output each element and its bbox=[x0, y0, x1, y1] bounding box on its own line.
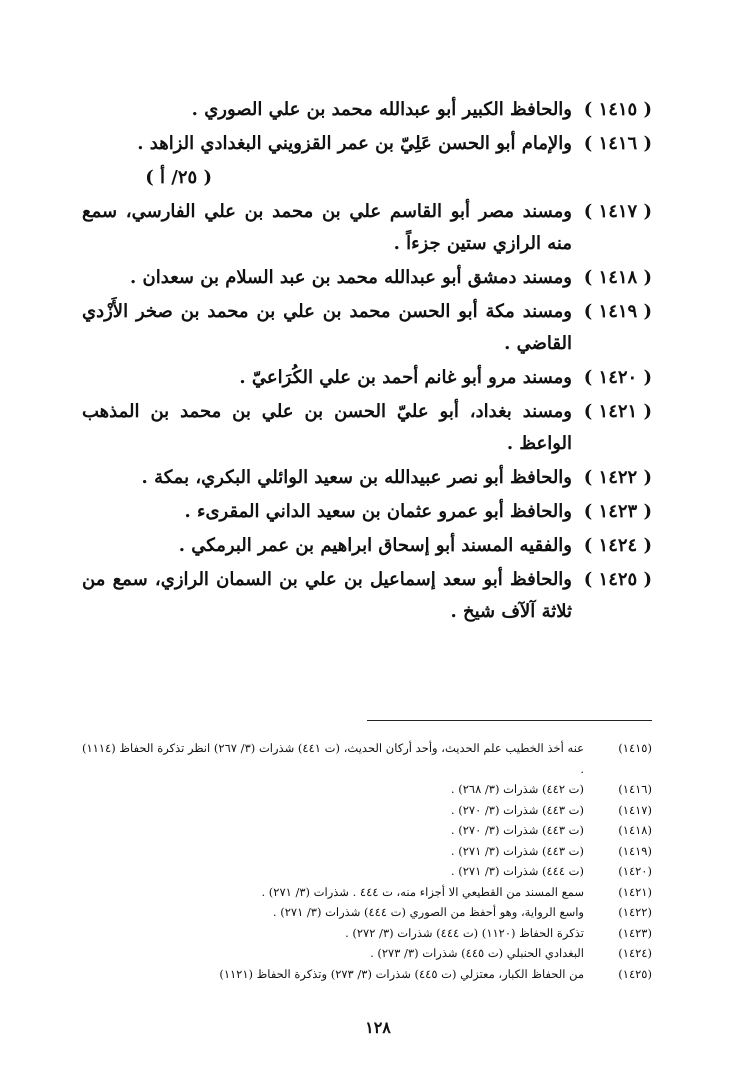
entry-text: والإمام أبو الحسن عَلِيّ بن عمر القزويني البغدادي الزاهد . bbox=[137, 133, 572, 154]
footnote-number: (١٤٢١) bbox=[618, 884, 652, 899]
entry-1423 bbox=[82, 496, 652, 528]
footnote-1420 bbox=[82, 861, 652, 882]
footnote-1422 bbox=[82, 902, 652, 923]
entry-1417 bbox=[82, 196, 652, 260]
entry-number: ( ١٤٢٥ ) bbox=[583, 569, 652, 590]
entry-number: ( ١٤١٦ ) bbox=[583, 133, 652, 154]
footnote-number: (١٤١٥) bbox=[618, 741, 652, 755]
entry-1425 bbox=[82, 564, 652, 628]
footnote-1419 bbox=[82, 841, 652, 862]
entry-text: ومسند دمشق أبو عبدالله محمد بن عبد السلام بن سعدان . bbox=[130, 267, 572, 288]
footnote-number: (١٤١٨) bbox=[618, 823, 652, 837]
footnote-1415 bbox=[82, 738, 652, 779]
entry-1422 bbox=[82, 462, 652, 494]
footnote-text: عنه أخذ الخطيب علم الحديث، وأحد أركان الحديث، (ت ٤٤١) شذرات (٣/ ٢٦٧) انظر تذكرة الحفاظ (١١١٤) . bbox=[82, 741, 585, 776]
entry-text: والحافظ أبو نصر عبيدالله بن سعيد الوائلي البكري، بمكة . bbox=[141, 467, 572, 488]
entry-number: ( ١٤١٨ ) bbox=[583, 267, 652, 288]
entry-number: ( ١٤٢٠ ) bbox=[583, 367, 652, 388]
entry-text: ومسند بغداد، أبو عليّ الحسن بن علي بن محمد بن المذهب الواعظ . bbox=[82, 401, 572, 454]
footnote-1416 bbox=[82, 779, 652, 800]
footnote-text: (ت ٤٤٣) شذرات (٣/ ٢٧٠) . bbox=[450, 802, 584, 817]
footnote-number: (١٤١٦) bbox=[618, 782, 652, 796]
entry-number: ( ١٤٢٢ ) bbox=[583, 467, 652, 488]
entry-number: ( ١٤١٩ ) bbox=[583, 301, 652, 322]
entry-1415 bbox=[82, 94, 652, 126]
entry-1424 bbox=[82, 530, 652, 562]
page-number: ١٢٨ bbox=[365, 1018, 391, 1037]
footnote-text: (ت ٤٤٤) شذرات (٣/ ٢٧١) . bbox=[450, 864, 584, 878]
footnote-divider bbox=[367, 720, 652, 721]
footnote-number: (١٤١٧) bbox=[618, 802, 652, 817]
entry-text: والحافظ أبو عمرو عثمان بن سعيد الداني المقرىء . bbox=[184, 501, 572, 522]
entry-number: ( ١٤١٧ ) bbox=[583, 201, 652, 222]
footnote-text: من الحفاظ الكبار، معتزلي (ت ٤٤٥) شذرات (٣/ ٢٧٣) وتذكرة الحفاظ (١١٢١) bbox=[219, 966, 584, 981]
main-text bbox=[82, 94, 652, 630]
footnote-number: (١٤٢٥) bbox=[618, 966, 652, 981]
footnote-number: (١٤٢٣) bbox=[618, 925, 652, 940]
footnote-text: واسع الرواية، وهو أحفظ من الصوري (ت ٤٤٤) شذرات (٣/ ٢٧١) . bbox=[272, 905, 584, 919]
footnote-text: (ت ٤٤٣) شذرات (٣/ ٢٧٠) . bbox=[450, 823, 584, 837]
entry-number: ( ١٤١٥ ) bbox=[583, 99, 652, 120]
footnote-number: (١٤١٩) bbox=[618, 843, 652, 858]
footnote-text: (ت ٤٤٣) شذرات (٣/ ٢٧١) . bbox=[450, 843, 584, 858]
footnote-1423 bbox=[82, 923, 652, 944]
footnote-1418 bbox=[82, 820, 652, 841]
entry-1421 bbox=[82, 396, 652, 460]
entry-1419 bbox=[82, 296, 652, 360]
footnote-number: (١٤٢٠) bbox=[618, 864, 652, 878]
folio-marker: ( ٢٥/ أ ) bbox=[145, 167, 212, 188]
footnote-number: (١٤٢٤) bbox=[618, 946, 652, 960]
entry-text: والحافظ الكبير أبو عبدالله محمد بن علي الصوري . bbox=[191, 99, 572, 120]
entry-1418 bbox=[82, 262, 652, 294]
entry-text: والفقيه المسند أبو إسحاق ابراهيم بن عمر البرمكي . bbox=[178, 535, 572, 556]
entry-number: ( ١٤٢١ ) bbox=[583, 401, 652, 422]
footnote-1417 bbox=[82, 800, 652, 821]
entry-1416 bbox=[82, 128, 652, 160]
footnote-1425 bbox=[82, 964, 652, 985]
footnote-text: تذكرة الحفاظ (١١٢٠) (ت ٤٤٤) شذرات (٣/ ٢٧٢) . bbox=[345, 925, 584, 940]
entry-text: ومسند مصر أبو القاسم علي بن محمد بن علي الفارسي، سمع منه الرازي ستين جزءاً . bbox=[82, 201, 572, 254]
footnote-text: البغدادي الحنبلي (ت ٤٤٥) شذرات (٣/ ٢٧٣) . bbox=[370, 946, 584, 960]
footnotes bbox=[82, 738, 652, 984]
footnote-number: (١٤٢٢) bbox=[618, 905, 652, 919]
footnote-text: سمع المسند من القطيعي الا أجزاء منه، ت ٤٤٤ . شذرات (٣/ ٢٧١) . bbox=[261, 884, 584, 899]
footnote-1424 bbox=[82, 943, 652, 964]
footnote-1421 bbox=[82, 882, 652, 903]
entry-1420 bbox=[82, 362, 652, 394]
entry-text: ومسند مكة أبو الحسن محمد بن علي بن محمد بن صخر الأَزْدي القاضي . bbox=[82, 301, 572, 354]
entry-number: ( ١٤٢٤ ) bbox=[583, 535, 652, 556]
entry-text: والحافظ أبو سعد إسماعيل بن علي بن السمان الرازي، سمع من ثلاثة آلآف شيخ . bbox=[82, 569, 572, 622]
footnote-text: (ت ٤٤٢) شذرات (٣/ ٢٦٨) . bbox=[450, 782, 584, 796]
entry-text: ومسند مرو أبو غانم أحمد بن علي الكُرَاعيّ . bbox=[239, 367, 572, 388]
entry-number: ( ١٤٢٣ ) bbox=[583, 501, 652, 522]
